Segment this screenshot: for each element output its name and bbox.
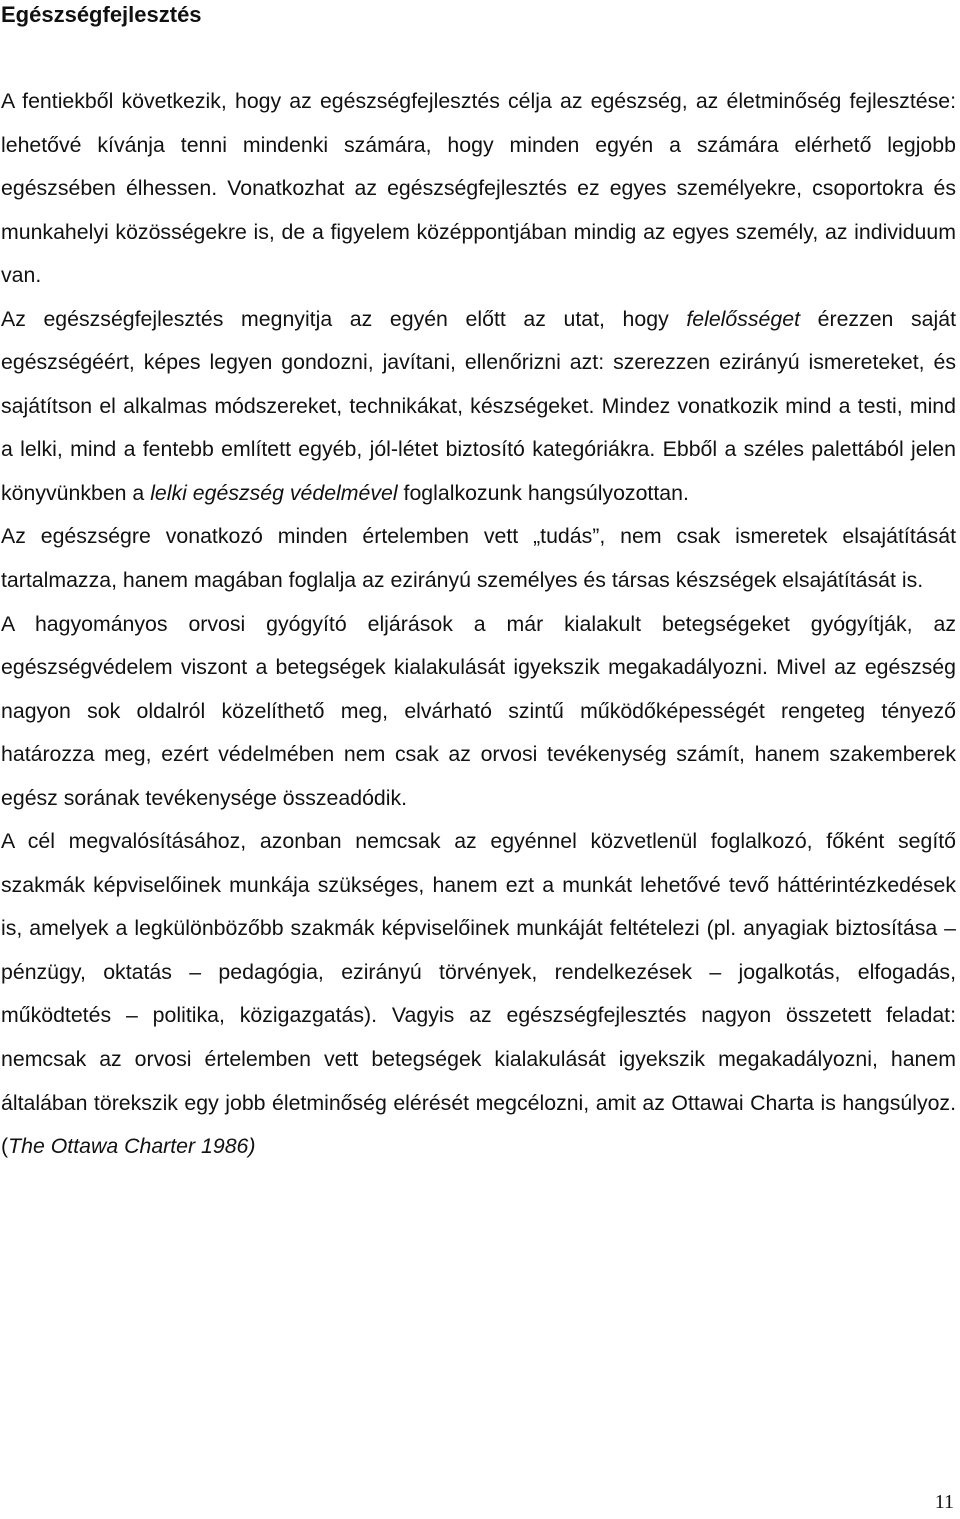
body-text <box>1 80 956 1169</box>
paragraph-5 <box>1 820 956 1168</box>
section-heading: Egészségfejlesztés <box>1 2 202 27</box>
paragraph-1 <box>1 80 956 298</box>
paragraph-3 <box>1 515 956 602</box>
paragraph-4-text: A hagyományos orvosi gyógyító eljárások a már kialakult betegségeket gyógyítják, az egészségvédelem viszont a betegségek kialakulását igyekszik megakadályozni. Mivel az egészség nagyon sok oldalról közelíthető meg, elvárható szintű működőképességét rengeteg tényező határozza meg, ezért védelmében nem csak az orvosi tevékenység számít, hanem szakemberek egész sorának tevékenysége összeadódik. <box>1 611 956 810</box>
paragraph-2 <box>1 298 956 516</box>
paragraph-5-text-a: A cél megvalósításához, azonban nemcsak az egyénnel közvetlenül foglalkozó, főként segítő szakmák képviselőinek munkája szükséges, hanem ezt a munkát lehetővé tevő háttérintézkedések is, amelyek a legkülönbözőbb szakmák képviselőinek munkáját feltételezi (pl. anyagiak biztosítása – pénzügy, oktatás – pedagógia, ezirányú törvények, rendelkezések – jogalkotás, elfogadás, működtetés – politika, közigazgatás). Vagyis az egészségfejlesztés nagyon összetett feladat: nemcsak az orvosi értelemben vett betegségek kialakulását igyekszik megakadályozni, hanem általában törekszik egy jobb életminőség elérését megcélozni, amit az Ottawai Charta is hangsúlyoz. ( <box>1 829 956 1159</box>
paragraph-4 <box>1 603 956 821</box>
paragraph-3-text: Az egészségre vonatkozó minden értelemben vett „tudás”, nem csak ismeretek elsajátítását tartalmazza, hanem magában foglalja az ezirányú személyes és társas készségek elsajátítását is. <box>1 524 956 593</box>
emphasis-responsibility: felelősséget <box>686 306 801 331</box>
page-number: 11 <box>934 1491 954 1513</box>
citation-ottawa-charter: The Ottawa Charter 1986) <box>8 1134 256 1159</box>
paragraph-1-text: A fentiekből következik, hogy az egészségfejlesztés célja az egészség, az életminőség fejlesztése: lehetővé kívánja tenni mindenki számára, hogy minden egyén a számára elérhető legjobb egészsében élhessen. Vonatkozhat az egészségfejlesztés ez egyes személyekre, csoportokra és munkahelyi közösségekre is, de a figyelem középpontjában mindig az egyes személy, az individuum van. <box>1 89 956 288</box>
paragraph-2-text-b: érezzen saját egészségéért, képes legyen gondozni, javítani, ellenőrizni azt: szerezzen ezirányú ismereteket, és sajátítson el alkalmas módszereket, technikákat, készségeket. Mindez vonatkozik mind a testi, mind a lelki, mind a fentebb említett egyéb, jól-létet biztosító kategóriákra. Ebből a széles palettából jelen könyvünkben a <box>1 306 956 505</box>
paragraph-2-text-c: foglalkozunk hangsúlyozottan. <box>397 480 689 505</box>
paragraph-2-text-a: Az egészségfejlesztés megnyitja az egyén előtt az utat, hogy <box>1 306 687 331</box>
emphasis-mental-health: lelki egészség védelmével <box>150 480 398 505</box>
